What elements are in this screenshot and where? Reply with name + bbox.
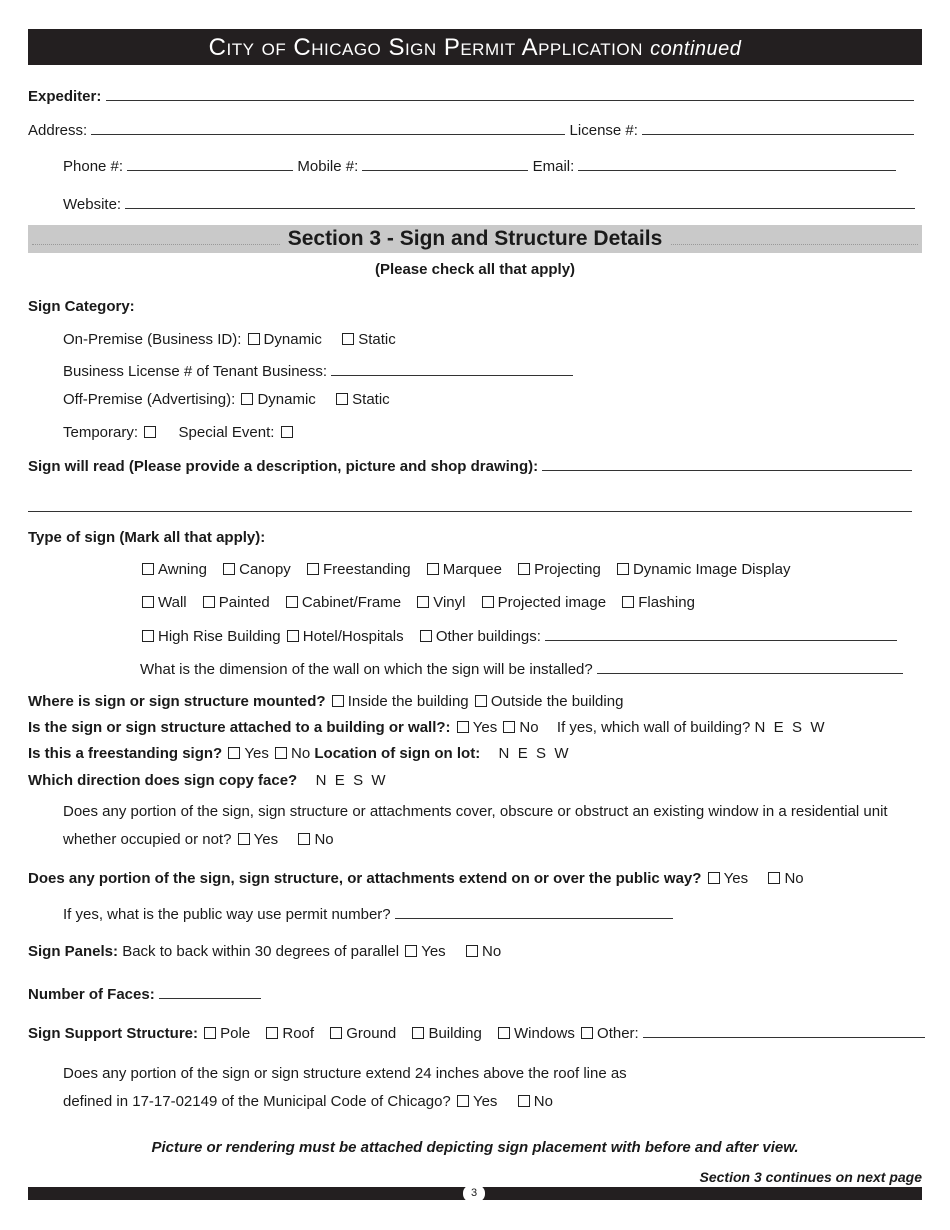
other-support-field[interactable]: [643, 1023, 925, 1038]
special-event-checkbox[interactable]: [281, 426, 293, 438]
sign-panels-text: Back to back within 30 degrees of parallel: [122, 943, 400, 960]
support-structure-label: Sign Support Structure:: [28, 1025, 198, 1042]
support-opt-label: Pole: [220, 1025, 251, 1042]
vinyl-checkbox[interactable]: [417, 596, 429, 608]
attached-row: [28, 718, 825, 738]
no-label: No: [784, 870, 804, 887]
business-license-label: Business License # of Tenant Business:: [63, 363, 328, 380]
website-row: [63, 194, 915, 214]
wall-dimension-label: What is the dimension of the wall on which the sign will be installed?: [140, 661, 593, 678]
license-label: License #:: [569, 122, 638, 139]
sign-panels-label: Sign Panels:: [28, 943, 119, 960]
section-3-header: [28, 225, 922, 253]
on-premise-row: [63, 330, 396, 350]
sign-category-label: Sign Category:: [28, 298, 135, 315]
direction-nesw[interactable]: N E S W: [315, 772, 386, 789]
sign-types-row-1: [140, 560, 791, 580]
contact-row: [63, 156, 896, 176]
off-premise-row: [63, 390, 390, 410]
yes-label: Yes: [472, 719, 498, 736]
roofline-question-line-2: defined in 17-17-02149 of the Municipal Code of Chicago?: [63, 1093, 451, 1110]
public-way-permit-field[interactable]: [395, 904, 673, 919]
business-license-field[interactable]: [331, 361, 573, 376]
sign-types-row-3: [140, 626, 897, 646]
faces-label: Number of Faces:: [28, 986, 155, 1003]
projected-image-checkbox[interactable]: [482, 596, 494, 608]
on-premise-label: On-Premise (Business ID):: [63, 331, 242, 348]
support-opt-label: Roof: [282, 1025, 315, 1042]
temporary-row: [63, 423, 297, 443]
no-label: No: [314, 831, 334, 848]
support-opt-label: Building: [428, 1025, 482, 1042]
on-premise-static-label: Static: [358, 331, 396, 348]
ground-checkbox[interactable]: [330, 1027, 342, 1039]
type-label: Cabinet/Frame: [301, 594, 402, 611]
public-way-permit-row: [63, 904, 673, 924]
on-premise-dynamic-checkbox[interactable]: [248, 333, 260, 345]
attached-question: Is the sign or sign structure attached to a building or wall?:: [28, 719, 451, 736]
off-premise-dynamic-label: Dynamic: [257, 391, 316, 408]
on-premise-static-checkbox[interactable]: [342, 333, 354, 345]
freestanding-question: Is this a freestanding sign?: [28, 745, 223, 762]
dynamic-image-display-checkbox[interactable]: [617, 563, 629, 575]
type-label: Painted: [218, 594, 270, 611]
picture-note: Picture or rendering must be attached depicting sign placement with before and after view.: [151, 1139, 799, 1156]
flashing-checkbox[interactable]: [622, 596, 634, 608]
canopy-checkbox[interactable]: [223, 563, 235, 575]
banner-continued: continued: [650, 38, 742, 60]
mobile-label: Mobile #:: [297, 158, 359, 175]
roofline-yes-checkbox[interactable]: [457, 1095, 469, 1107]
sign-will-read-row: [28, 456, 912, 476]
type-label: Hotel/Hospitals: [302, 628, 404, 645]
pole-checkbox[interactable]: [204, 1027, 216, 1039]
cabinet-frame-checkbox[interactable]: [286, 596, 298, 608]
hotel-hospitals-checkbox[interactable]: [287, 630, 299, 642]
website-field[interactable]: [125, 194, 915, 209]
support-opt-label: Ground: [346, 1025, 397, 1042]
direction-question: Which direction does sign copy face?: [28, 772, 298, 789]
public-way-no-checkbox[interactable]: [768, 872, 780, 884]
on-premise-dynamic-label: Dynamic: [263, 331, 322, 348]
address-field[interactable]: [91, 120, 565, 135]
type-label: Projected image: [497, 594, 607, 611]
painted-checkbox[interactable]: [203, 596, 215, 608]
inside-building-checkbox[interactable]: [332, 695, 344, 707]
building-checkbox[interactable]: [412, 1027, 424, 1039]
sign-will-read-extra-line[interactable]: [28, 511, 912, 512]
no-label: No: [482, 943, 502, 960]
license-field[interactable]: [642, 120, 914, 135]
support-opt-label: Other:: [597, 1025, 639, 1042]
other-buildings-field[interactable]: [545, 626, 897, 641]
address-row: [28, 120, 914, 140]
which-wall-label: If yes, which wall of building?: [556, 719, 751, 736]
freestanding-row: [28, 744, 569, 764]
email-label: Email:: [532, 158, 575, 175]
banner-title: City of Chicago Sign Permit Application: [208, 34, 643, 61]
obstruct-row: [63, 830, 334, 850]
off-premise-dynamic-checkbox[interactable]: [241, 393, 253, 405]
attached-yes-checkbox[interactable]: [457, 721, 469, 733]
business-license-row: [63, 361, 573, 381]
freestanding-checkbox[interactable]: [307, 563, 319, 575]
faces-field[interactable]: [159, 984, 261, 999]
no-label: No: [519, 719, 539, 736]
public-way-row: [28, 869, 804, 889]
outside-building-label: Outside the building: [490, 693, 624, 710]
mounted-question: Where is sign or sign structure mounted?: [28, 693, 326, 710]
no-label: No: [533, 1093, 553, 1110]
other-support-checkbox[interactable]: [581, 1027, 593, 1039]
roof-checkbox[interactable]: [266, 1027, 278, 1039]
off-premise-static-label: Static: [352, 391, 390, 408]
page-number: 3: [463, 1185, 485, 1202]
location-nesw[interactable]: N E S W: [498, 745, 569, 762]
other-buildings-checkbox[interactable]: [420, 630, 432, 642]
windows-checkbox[interactable]: [498, 1027, 510, 1039]
type-label: Freestanding: [322, 561, 411, 578]
which-wall-nesw[interactable]: N E S W: [754, 719, 825, 736]
type-label: Projecting: [534, 561, 601, 578]
address-label: Address:: [28, 122, 88, 139]
no-label: No: [291, 745, 311, 762]
attached-no-checkbox[interactable]: [503, 721, 515, 733]
wall-dimension-field[interactable]: [597, 659, 903, 674]
obstruct-question-line-1: Does any portion of the sign, sign structure or attachments cover, obscure or obstruct an existing window in a residential unit: [63, 803, 888, 820]
support-structure-row: [28, 1023, 925, 1043]
yes-label: Yes: [253, 831, 279, 848]
type-label: Awning: [158, 561, 207, 578]
temporary-label: Temporary:: [63, 424, 139, 441]
off-premise-static-checkbox[interactable]: [336, 393, 348, 405]
yes-label: Yes: [244, 745, 269, 762]
section-3-title: Section 3 - Sign and Structure Details: [280, 227, 671, 250]
expediter-field[interactable]: [106, 86, 914, 101]
special-event-label: Special Event:: [178, 424, 275, 441]
sign-panels-no-checkbox[interactable]: [466, 945, 478, 957]
type-label: Dynamic Image Display: [632, 561, 791, 578]
obstruct-no-checkbox[interactable]: [298, 833, 310, 845]
expediter-label: Expediter:: [28, 88, 102, 105]
sign-will-read-field[interactable]: [542, 456, 912, 471]
temporary-checkbox[interactable]: [144, 426, 156, 438]
website-label: Website:: [63, 196, 122, 213]
yes-label: Yes: [421, 943, 446, 960]
page-banner: [28, 29, 922, 65]
awning-checkbox[interactable]: [142, 563, 154, 575]
mounted-row: [28, 692, 623, 712]
projecting-checkbox[interactable]: [518, 563, 530, 575]
check-all-note: (Please check all that apply): [374, 261, 576, 278]
type-label: Canopy: [239, 561, 291, 578]
faces-row: [28, 984, 261, 1004]
roofline-row: [63, 1092, 553, 1112]
obstruct-yes-checkbox[interactable]: [238, 833, 250, 845]
yes-label: Yes: [723, 870, 749, 887]
phone-label: Phone #:: [63, 158, 124, 175]
public-way-permit-label: If yes, what is the public way use permit number?: [63, 906, 391, 923]
outside-building-checkbox[interactable]: [475, 695, 487, 707]
inside-building-label: Inside the building: [347, 693, 469, 710]
wall-dimension-row: [140, 659, 903, 679]
phone-field[interactable]: [127, 156, 293, 171]
location-question: Location of sign on lot:: [314, 745, 481, 762]
type-label: Wall: [158, 594, 187, 611]
email-field[interactable]: [578, 156, 896, 171]
marquee-checkbox[interactable]: [427, 563, 439, 575]
type-of-sign-label: Type of sign (Mark all that apply):: [28, 529, 266, 546]
freestanding-no-checkbox[interactable]: [275, 747, 287, 759]
public-way-yes-checkbox[interactable]: [708, 872, 720, 884]
type-label: Other buildings:: [435, 628, 541, 645]
type-label: Vinyl: [433, 594, 466, 611]
high-rise-checkbox[interactable]: [142, 630, 154, 642]
freestanding-yes-checkbox[interactable]: [228, 747, 240, 759]
sign-panels-yes-checkbox[interactable]: [405, 945, 417, 957]
sign-will-read-label: Sign will read (Please provide a description, picture and shop drawing):: [28, 458, 539, 475]
sign-types-row-2: [140, 593, 695, 613]
direction-row: [28, 771, 386, 791]
type-label: Marquee: [442, 561, 502, 578]
roofline-no-checkbox[interactable]: [518, 1095, 530, 1107]
support-opt-label: Windows: [514, 1025, 575, 1042]
roofline-question-line-1: Does any portion of the sign or sign structure extend 24 inches above the roof line as: [63, 1065, 627, 1082]
off-premise-label: Off-Premise (Advertising):: [63, 391, 236, 408]
type-label: High Rise Building: [158, 628, 281, 645]
sign-panels-row: [28, 942, 501, 962]
wall-checkbox[interactable]: [142, 596, 154, 608]
yes-label: Yes: [472, 1093, 498, 1110]
expediter-row: [28, 86, 914, 106]
continues-note: Section 3 continues on next page: [699, 1169, 922, 1185]
obstruct-question-line-2: whether occupied or not?: [63, 831, 232, 848]
mobile-field[interactable]: [362, 156, 528, 171]
type-label: Flashing: [638, 594, 695, 611]
public-way-question: Does any portion of the sign, sign structure, or attachments extend on or over the public way?: [28, 870, 702, 887]
